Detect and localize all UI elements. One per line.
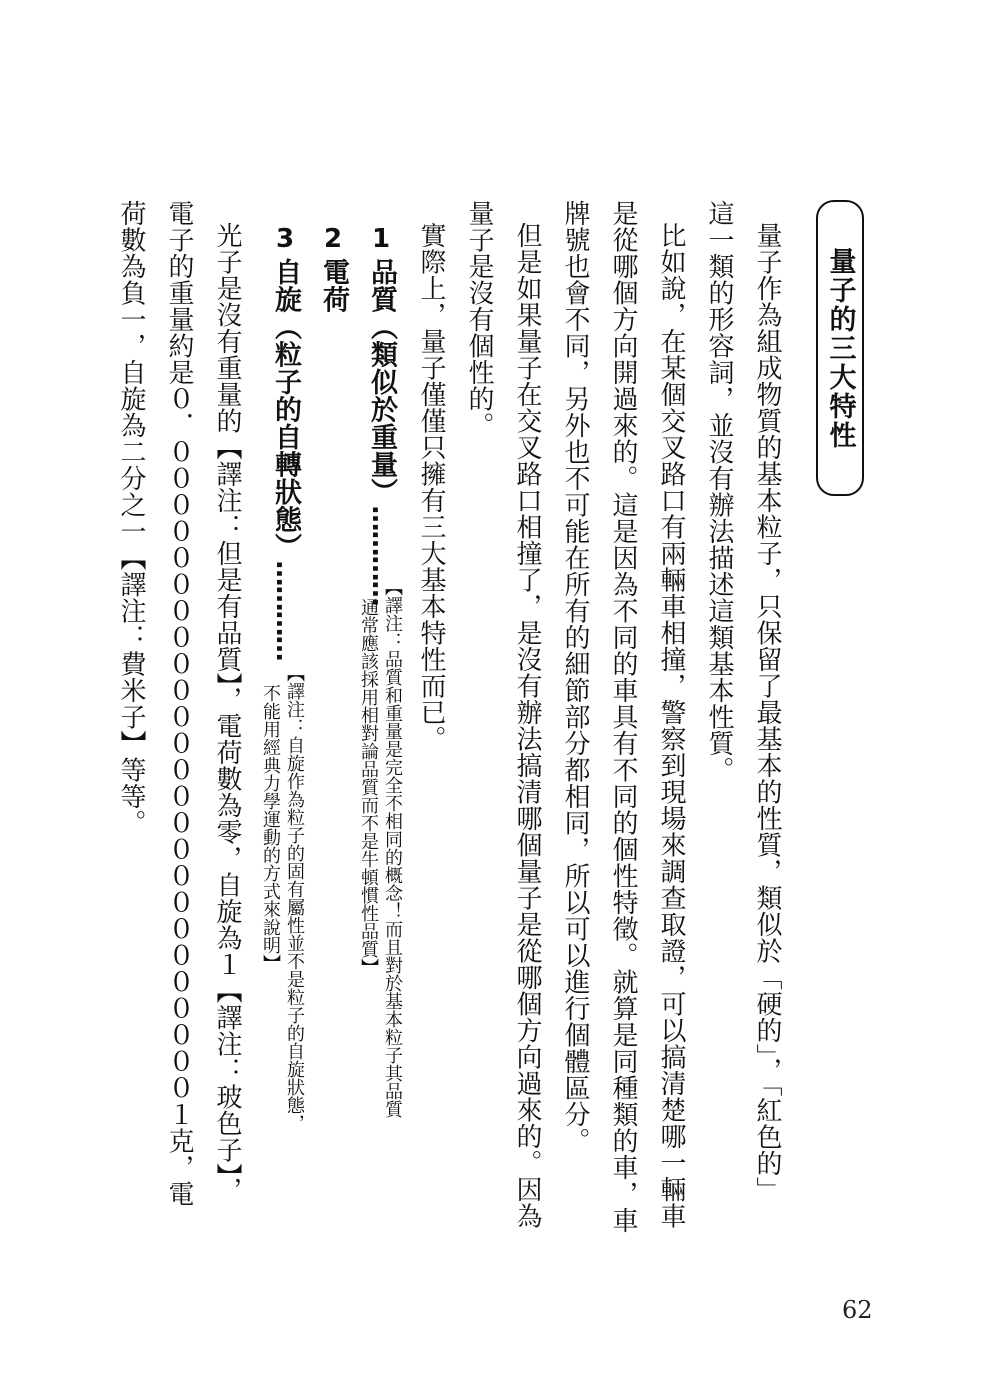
section-heading-box (816, 200, 864, 496)
leader-dots: ………… (366, 505, 396, 606)
list-item-1 (368, 226, 395, 606)
page-number: 62 (842, 1296, 873, 1324)
note-line: 【譯注：品質和重量是完全不相同的概念！而且對於基本粒子其品質 (382, 578, 403, 1118)
list-item-label: 品質（類似於重量） (366, 258, 397, 506)
note-line: 通常應該採用相對論品質而不是牛頓慣性品質】 (358, 598, 379, 976)
list-item-number: 1 (371, 226, 391, 252)
body-text-column-14: 荷數為負一，自旋為二分之一【譯注：費米子】等等。 (116, 200, 146, 836)
body-text-column-6: 但是如果量子在交叉路口相撞了，是沒有辦法搞清哪個量子是從哪個方向過來的。因為 (512, 222, 542, 1229)
list-item-3 (272, 226, 299, 661)
list-item-label: 電荷 (318, 258, 349, 313)
list-item-2 (320, 226, 347, 313)
body-text-column-4: 是從哪個方向開過來的。這是因為不同的車具有不同的個性特徵。就算是同種類的車，車 (608, 200, 638, 1234)
body-text-column-2: 這一類的形容詞，並沒有辦法描述這類基本性質。 (704, 200, 734, 783)
translator-note-3 (258, 664, 306, 1132)
body-text-column-5: 牌號也會不同，另外也不可能在所有的細節部分都相同，所以可以進行個體區分。 (560, 200, 590, 1154)
body-text-column-13: 電子的重量約是０．０００００００００００００００００００００００００１克，電 (164, 200, 194, 1207)
body-text-column-1: 量子作為組成物質的基本粒子，只保留了最基本的性質，類似於「硬的」，「紅色的」 (752, 222, 782, 1203)
translator-note-1 (356, 578, 404, 1118)
body-text-column-7: 量子是沒有個性的。 (464, 200, 494, 439)
body-text-column-8: 實際上，量子僅僅只擁有三大基本特性而已。 (416, 222, 446, 752)
body-text-column-12: 光子是沒有重量的【譯注：但是有品質】，電荷數為零，自旋為１【譯注：玻色子】， (212, 222, 242, 1203)
list-item-number: 2 (323, 226, 343, 252)
list-item-number: 3 (275, 226, 295, 252)
note-line: 【譯注：自旋作為粒子的固有屬性並不是粒子的自旋狀態， (284, 664, 305, 1132)
section-heading: 量子的三大特性 (824, 246, 856, 450)
leader-dots: ………… (270, 560, 300, 661)
list-item-label: 自旋（粒子的自轉狀態） (270, 258, 301, 561)
body-text-column-3: 比如說，在某個交叉路口有兩輛車相撞，警察到現場來調查取證，可以搞清楚哪一輛車 (656, 222, 686, 1229)
note-line: 不能用經典力學運動的方式來說明】 (260, 684, 281, 972)
